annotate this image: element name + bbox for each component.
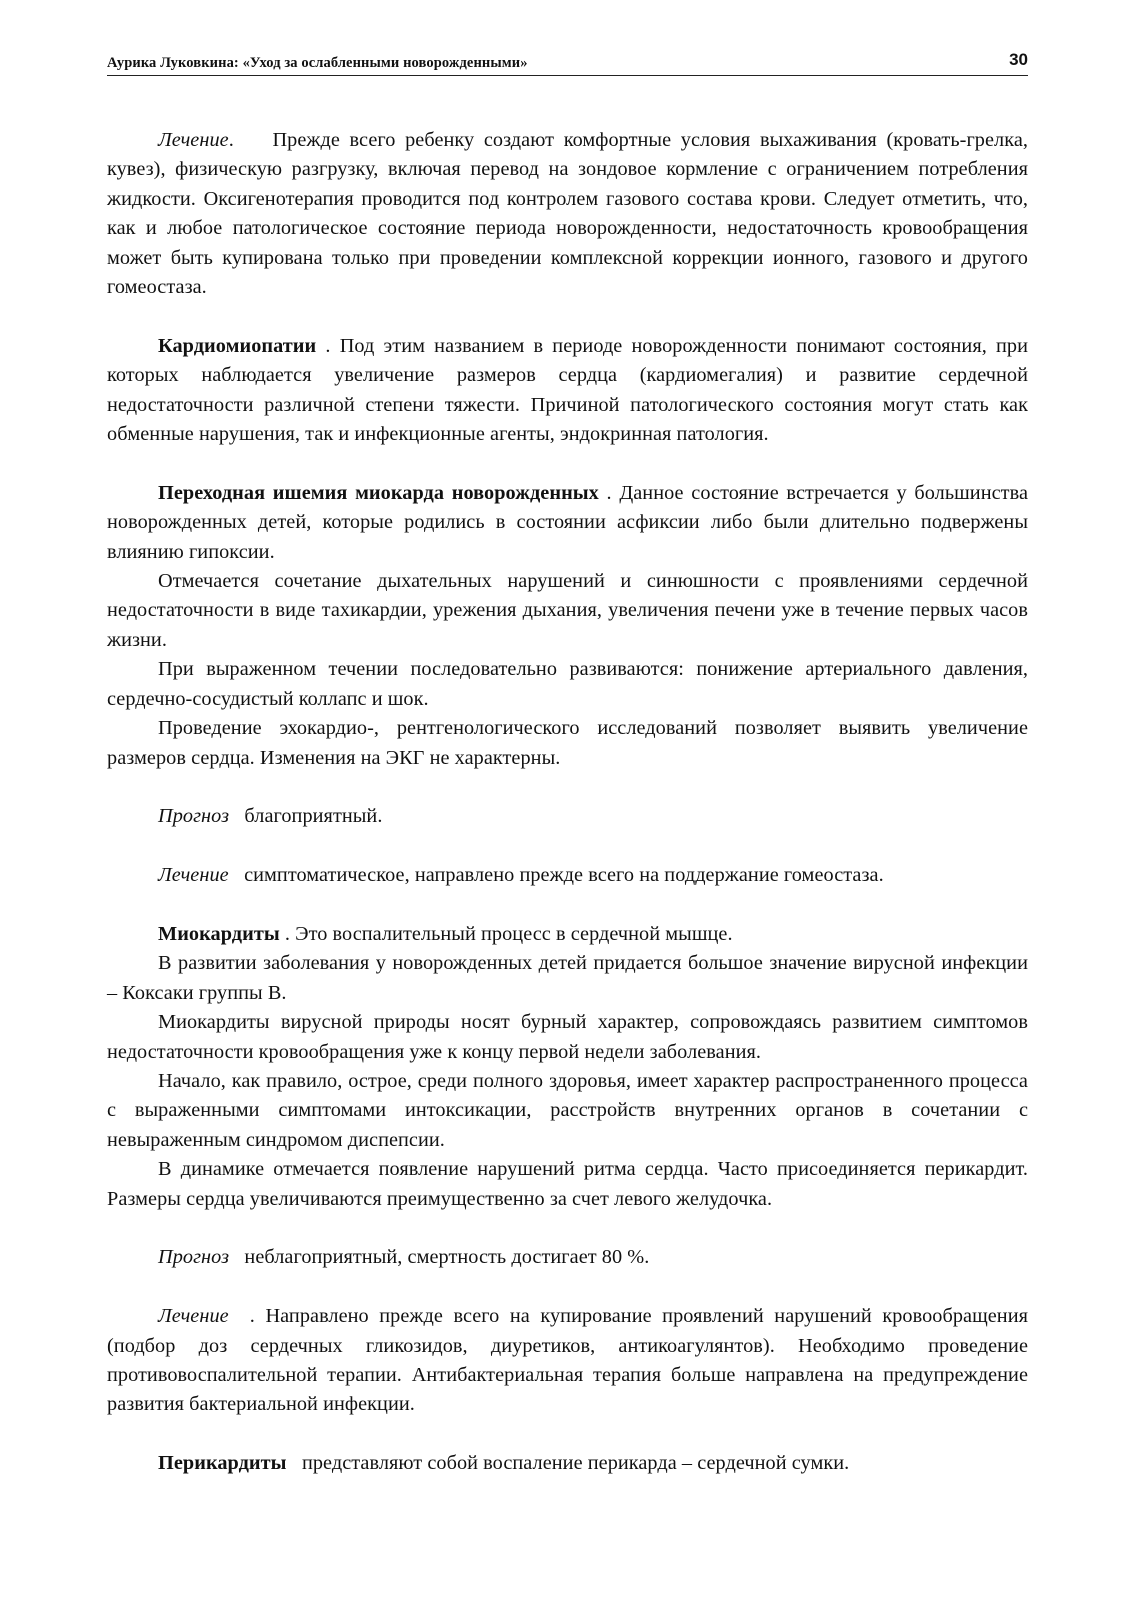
document-page bbox=[107, 48, 1028, 1475]
paragraph-treatment bbox=[107, 126, 1028, 302]
paragraph-diagnostics: Проведение эхокардио-, рентгенологического исследований позволяет выявить увеличение размеров сердца. Изменения на ЭКГ не характерны. bbox=[107, 717, 1028, 769]
paragraph-cardiomyopathy bbox=[107, 332, 1028, 450]
lead-separator bbox=[229, 864, 244, 886]
lead-separator: . bbox=[598, 481, 620, 504]
paragraph-lead: Прогноз bbox=[158, 1246, 230, 1269]
paragraph-lead: Лечение bbox=[158, 864, 229, 887]
paragraph-onset: Начало, как правило, острое, среди полного здоровья, имеет характер распространенного процесса с выраженными симптомами интоксикации, расстройств внутренних органов в сочетании с невыраженным синдромом диспепсии. bbox=[107, 1069, 1028, 1151]
paragraph-lead: Лечение bbox=[158, 1305, 229, 1328]
paragraph-text: Данное состояние встречается у большинства новорожденных детей, которые родились в состоянии асфиксии либо были длительно подвержены влиянию гипоксии. bbox=[107, 481, 1028, 563]
paragraph-symptoms: Отмечается сочетание дыхательных нарушений и синюшности с проявлениями сердечной недостаточности в виде тахикардии, урежения дыхания, увеличения печени уже в течение первых часов жизни. bbox=[107, 570, 1028, 651]
paragraph-lead: Перикардиты bbox=[158, 1452, 287, 1475]
paragraph-viral-nature: Миокардиты вирусной природы носят бурный характер, сопровождаясь развитием симптомов недостаточности кровообращения уже к концу первой недели заболевания. bbox=[107, 1011, 1028, 1063]
paragraph-prognosis bbox=[107, 802, 1028, 831]
paragraph-text: представляют собой воспаление перикарда – сердечной сумки. bbox=[301, 1452, 850, 1475]
paragraph-treatment-symptomatic bbox=[107, 861, 1028, 890]
paragraph-prognosis-unfavorable bbox=[107, 1243, 1028, 1272]
paragraph-text: неблагоприятный, смертность достигает 80 %. bbox=[244, 1246, 650, 1269]
paragraph-lead: Миокардиты bbox=[158, 922, 280, 945]
lead-separator bbox=[229, 805, 244, 827]
lead-separator: . bbox=[279, 922, 296, 945]
paragraph-lead: Лечение bbox=[158, 129, 229, 151]
paragraph-text: Под этим названием в периоде новорожденности понимают состояния, при которых наблюдается увеличение размеров сердца (кардиомегалия) и развитие сердечной недостаточности различной степени тяжести. Причиной патологического состояния могут стать как обменные нарушения, так и инфекционные агенты, эндокринная патология. bbox=[107, 334, 1028, 446]
lead-separator bbox=[287, 1452, 302, 1474]
lead-separator: . bbox=[228, 129, 273, 151]
paragraph-text: Прежде всего ребенку создают комфортные условия выхаживания (кровать-грелка, кувез), физическую разгрузку, включая перевод на зондовое кормление с ограничением потребления жидкости. Оксигенотерапия проводится под контролем газового состава крови. Следует отметить, что, как и любое патологическое состояние периода новорожденности, недостаточность кровообращения может быть купирована только при проведении комплексной коррекции ионного, газового и другого гомеостаза. bbox=[107, 129, 1028, 299]
paragraph-text: Это воспалительный процесс в сердечной мышце. bbox=[295, 922, 733, 945]
lead-separator bbox=[229, 1246, 244, 1268]
paragraph-text: благоприятный. bbox=[244, 805, 383, 828]
running-header-title: Аурика Луковкина: «Уход за ослабленными новорожденными» bbox=[107, 55, 528, 71]
paragraph-viral-infection: В развитии заболевания у новорожденных детей придается большое значение вирусной инфекции – Коксаки группы В. bbox=[107, 952, 1028, 1004]
running-header bbox=[107, 48, 1028, 76]
paragraph-treatment-myocarditis bbox=[107, 1302, 1028, 1420]
paragraph-lead: Переходная ишемия миокарда новорожденных bbox=[158, 481, 599, 504]
paragraph-lead: Кардиомиопатии bbox=[158, 334, 317, 357]
paragraph-dynamics: В динамике отмечается появление нарушений ритма сердца. Часто присоединяется перикардит. Размеры сердца увеличиваются преимущественно за счет левого желудочка. bbox=[107, 1158, 1028, 1210]
lead-separator: . bbox=[228, 1305, 266, 1328]
paragraph-text: Направлено прежде всего на купирование проявлений нарушений кровообращения (подбор доз сердечных гликозидов, диуретиков, антикоагулянтов). Необходимо проведение противовоспалительной терапии. Антибактериальная терапия больше направлена на предупреждение развития бактериальной инфекции. bbox=[107, 1305, 1028, 1416]
paragraph-severe-course: При выраженном течении последовательно развиваются: понижение артериального давления, сердечно-сосудистый коллапс и шок. bbox=[107, 658, 1028, 710]
paragraph-lead: Прогноз bbox=[158, 805, 230, 828]
lead-separator: . bbox=[316, 334, 340, 357]
page-number: 30 bbox=[1009, 50, 1028, 69]
document-body bbox=[107, 126, 1028, 1479]
paragraph-pericarditis bbox=[107, 1449, 1028, 1478]
paragraph-transient-ischemia bbox=[107, 479, 1028, 567]
paragraph-text: симптоматическое, направлено прежде всего на поддержание гомеостаза. bbox=[244, 864, 884, 887]
paragraph-myocarditis bbox=[107, 920, 1028, 949]
